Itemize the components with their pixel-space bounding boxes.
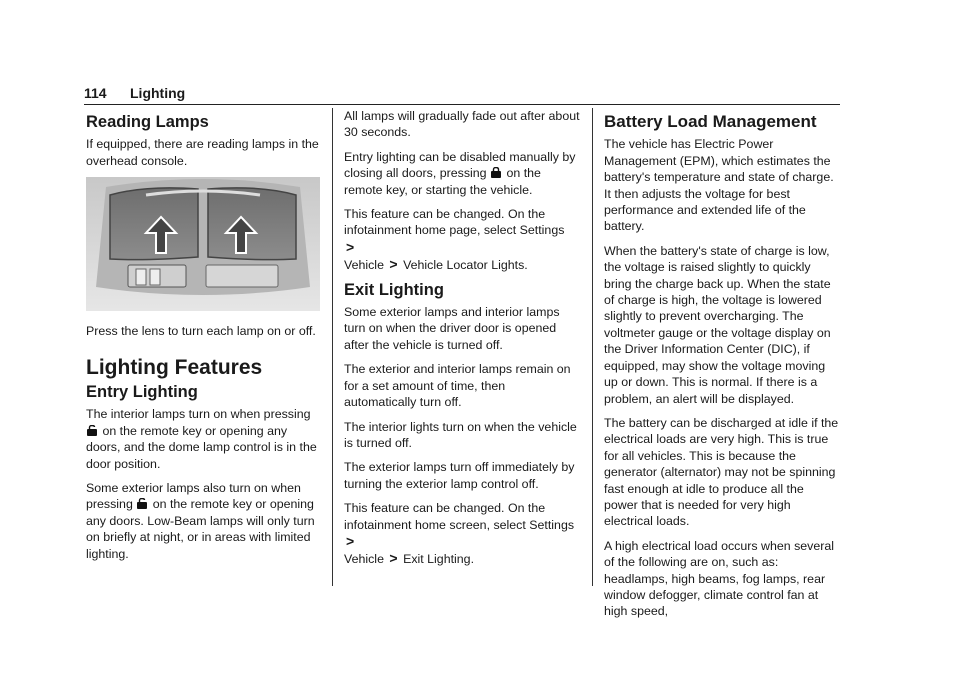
- exit-para-4: The exterior lamps turn off immediately by turning the exterior lamp control off.: [344, 460, 575, 491]
- column-divider: [592, 108, 593, 586]
- exit-settings-para: [344, 500, 580, 568]
- chevron-right-icon: >: [346, 238, 355, 255]
- photo-caption: Press the lens to turn each lamp on or off.: [86, 324, 316, 339]
- para-text: Vehicle Locator Lights.: [403, 258, 528, 273]
- fade-out-para: All lamps will gradually fade out after about 30 seconds.: [344, 109, 580, 140]
- chevron-right-icon: >: [389, 550, 398, 567]
- reading-lamps-photo: [86, 177, 320, 311]
- exit-para-3: The interior lights turn on when the vehicle is turned off.: [344, 419, 577, 450]
- entry-text: Some exterior lamps also turn on when pressing: [86, 481, 301, 512]
- reading-lamps-heading: Reading Lamps: [86, 113, 209, 131]
- exit-para-1: Some exterior lamps and interior lamps turn on when the driver door is opened after the vehicle is turned off.: [344, 305, 560, 352]
- overhead-console-image: [86, 177, 320, 311]
- battery-para-2: When the battery's state of charge is low, the voltage is raised slightly to quickly bring the charge back up. When the state of charge is high, the voltage is lowered slightly to prevent overcharging. The voltmeter gauge or the voltage display on the Driver Information Center (DIC), if equipped, may show the voltage moving up or down. This is normal. If there is a problem, an alert will be displayed.: [604, 243, 831, 406]
- column-divider: [332, 108, 333, 586]
- page-number: 114: [84, 85, 107, 101]
- battery-para-1: The vehicle has Electric Power Management (EPM), which estimates the battery's temperature and state of charge. It then adjusts the voltage for best performance and extended life of the battery.: [604, 137, 834, 234]
- entry-lighting-heading: Entry Lighting: [86, 383, 198, 402]
- lock-key-icon: [491, 167, 501, 178]
- settings-path-para: [344, 206, 580, 274]
- para-text: This feature can be changed. On the infotainment home page, select Settings: [344, 207, 565, 238]
- column-2: [344, 108, 580, 576]
- chevron-right-icon: >: [389, 256, 398, 273]
- entry-lighting-para-1: [86, 406, 322, 472]
- para-text: on the remote key, or starting the vehicle.: [344, 166, 541, 197]
- para-text: Exit Lighting.: [403, 552, 475, 567]
- battery-load-heading: Battery Load Management: [604, 112, 817, 131]
- exit-lighting-heading: Exit Lighting: [344, 280, 444, 299]
- para-text: This feature can be changed. On the infotainment home screen, select Settings: [344, 501, 575, 532]
- entry-lighting-para-2: [86, 480, 322, 562]
- section-title: Lighting: [130, 85, 186, 101]
- page-header: [84, 82, 840, 105]
- battery-para-3: The battery can be discharged at idle if the electrical loads are very high. This is true for all vehicles. This is because the generator (alternator) may not be spinning fast enough at idle to produce all the power that is needed for very high electrical loads.: [604, 415, 839, 529]
- reading-lamps-text: If equipped, there are reading lamps in the overhead console.: [86, 137, 319, 168]
- column-3: [604, 108, 840, 628]
- disable-entry-para: [344, 149, 580, 198]
- para-text: Vehicle: [344, 552, 384, 567]
- entry-text: The interior lamps turn on when pressing: [86, 407, 311, 422]
- column-1: [86, 108, 322, 570]
- unlock-key-icon: [87, 425, 97, 436]
- entry-text: on the remote key or opening any doors, and the dome lamp control is in the door position.: [86, 423, 317, 471]
- chevron-right-icon: >: [346, 532, 355, 549]
- unlock-key-icon: [137, 498, 147, 509]
- para-text: Vehicle: [344, 258, 384, 273]
- para-text: Entry lighting can be disabled manually by closing all doors, pressing: [344, 149, 576, 181]
- battery-para-4: A high electrical load occurs when several of the following are on, such as: headlamps, high beams, fog lamps, rear window defogger, climate control fan at high speed,: [604, 538, 835, 619]
- lighting-features-heading: Lighting Features: [86, 355, 263, 379]
- entry-text: on the remote key or opening any doors. Low-Beam lamps will only turn on briefly at night, or in areas with limited lighting.: [86, 497, 315, 561]
- exit-para-2: The exterior and interior lamps remain on for a set amount of time, then automatically turn off.: [344, 362, 571, 410]
